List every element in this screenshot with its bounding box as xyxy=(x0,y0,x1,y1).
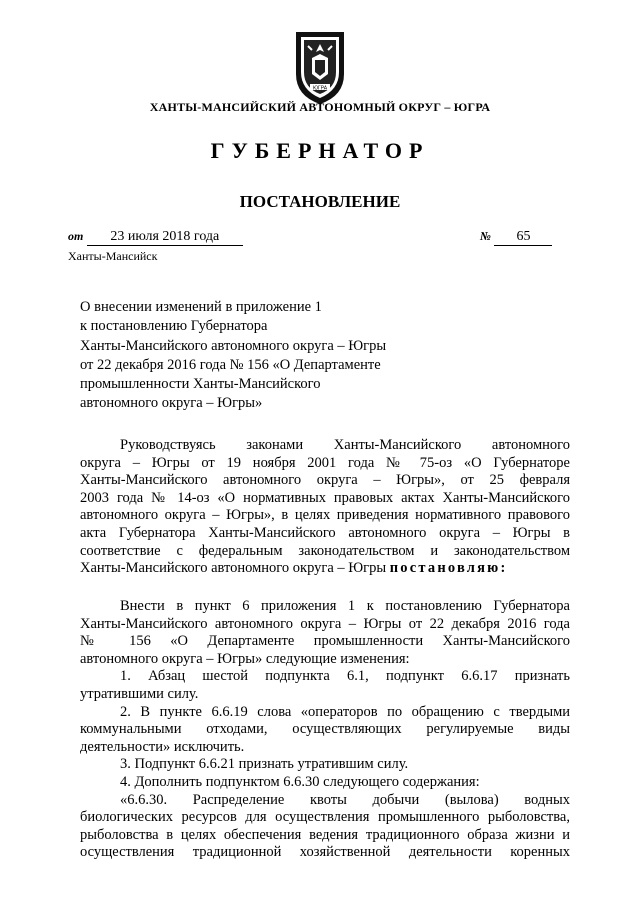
preamble xyxy=(80,437,570,578)
item-line: № 156 «О Департаменте промышленности Ханты-Мансийского xyxy=(80,633,570,650)
document-number: 65 xyxy=(494,229,552,246)
item-line: 1. Абзац шестой подпункта 6.1, подпункт 6.6.17 признать xyxy=(120,668,570,685)
date-line xyxy=(68,229,243,246)
subject-line: Ханты-Мансийского автономного округа – Югры xyxy=(80,337,387,354)
item-line: Внести в пункт 6 приложения 1 к постановлению Губернатора xyxy=(120,598,570,614)
item-line: утратившими силу. xyxy=(80,685,199,702)
preamble-line xyxy=(80,560,570,578)
item-line: 3. Подпункт 6.6.21 признать утратившим силу. xyxy=(120,756,409,773)
item-line: биологических ресурсов для осуществления промышленного рыболовства, xyxy=(80,809,570,826)
emblem-text: ЮГРА xyxy=(312,85,328,92)
subject-line: автономного округа – Югры» xyxy=(80,395,263,412)
subject-line: О внесении изменений в приложение 1 xyxy=(80,299,322,315)
number-line xyxy=(480,229,552,246)
subject-line: к постановлению Губернатора xyxy=(80,318,268,335)
item-line: рыболовства в целях обеспечения ведения традиционного образа жизни и xyxy=(80,826,570,843)
preamble-line: автономного округа – Югры», в целях приведения нормативного правового xyxy=(80,507,570,524)
preamble-line: соответствие с федеральным законодательством и законодательством xyxy=(80,542,570,559)
document-subject xyxy=(80,298,500,414)
decree-word: постановляю: xyxy=(389,560,508,577)
issue-city: Ханты-Мансийск xyxy=(68,249,158,263)
item-line: 2. В пункте 6.6.19 слова «операторов по обращению с твердыми xyxy=(120,703,570,720)
subject-line: промышленности Ханты-Мансийского xyxy=(80,376,321,393)
document-date: 23 июля 2018 года xyxy=(87,229,243,246)
preamble-line: 2003 года № 14-оз «О нормативных правовых актах Ханты-Мансийского xyxy=(80,489,570,506)
preamble-line: Руководствуясь законами Ханты-Мансийского автономного xyxy=(120,437,570,453)
date-prefix: от xyxy=(68,229,84,243)
number-prefix: № xyxy=(480,229,491,243)
authority-heading: ГУБЕРНАТОР xyxy=(210,138,430,163)
item-line: деятельности» исключить. xyxy=(80,738,245,755)
preamble-line: акта Губернатора Ханты-Мансийского автономного округа – Югры в xyxy=(80,524,570,541)
decree-items xyxy=(80,598,570,862)
preamble-line: округа – Югры от 19 ноября 2001 года № 75-оз «О Губернаторе xyxy=(80,454,570,471)
item-line: автономного округа – Югры» следующие изменения: xyxy=(80,650,410,667)
region-heading: ХАНТЫ-МАНСИЙСКИЙ АВТОНОМНЫЙ ОКРУГ – ЮГРА xyxy=(149,100,491,114)
coat-of-arms-emblem xyxy=(290,28,350,108)
preamble-line: Ханты-Мансийского автономного округа – Югры», от 25 февраля xyxy=(80,472,570,489)
item-line: «6.6.30. Распределение квоты добычи (вылова) водных xyxy=(120,791,570,808)
preamble-last-text: Ханты-Мансийского автономного округа – Югры xyxy=(80,560,390,577)
item-line: осуществления традиционной хозяйственной деятельности коренных xyxy=(80,844,570,861)
document-type-heading: ПОСТАНОВЛЕНИЕ xyxy=(239,192,401,211)
item-line: 4. Дополнить подпунктом 6.6.30 следующего содержания: xyxy=(120,773,480,790)
subject-line: от 22 декабря 2016 года № 156 «О Департаменте xyxy=(80,356,381,373)
item-line: Ханты-Мансийского автономного округа – Югры от 22 декабря 2016 года xyxy=(80,615,570,632)
item-line: коммунальными отходами, осуществляющих регулируемые виды xyxy=(80,721,570,738)
